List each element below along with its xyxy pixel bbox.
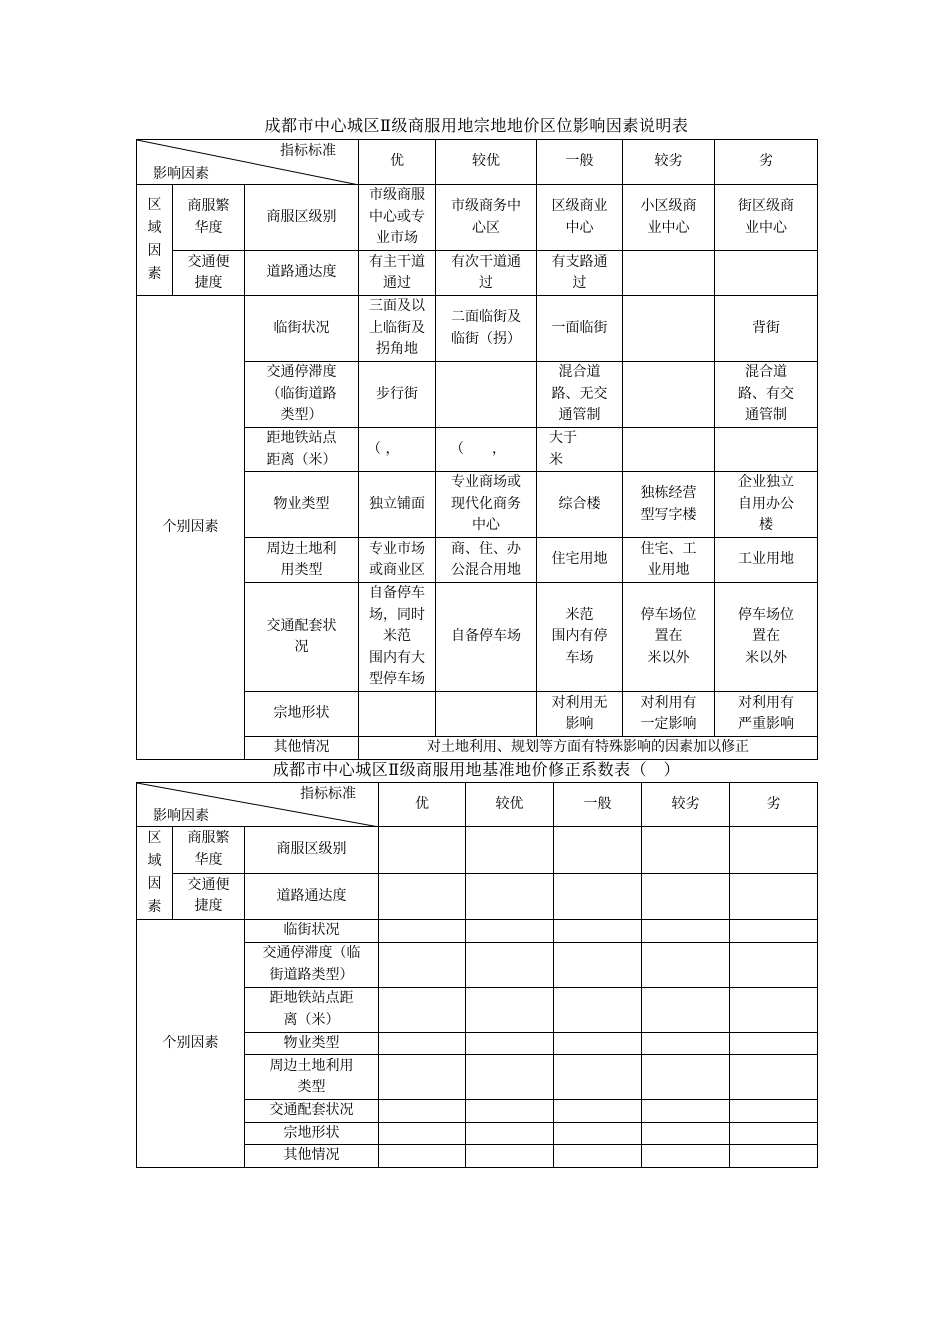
coefficient-cell[interactable] xyxy=(730,1032,818,1055)
table2-diagonal-header xyxy=(137,783,379,827)
grade-header: 较优 xyxy=(436,140,537,185)
table-cell: 三面及以 上临街及 拐角地 xyxy=(359,296,436,362)
factor-label: 交通配套状况 xyxy=(245,1100,379,1123)
factor-label: 交通停滞度 （临街道路 类型） xyxy=(245,362,359,428)
table-cell: 专业市场 或商业区 xyxy=(359,538,436,583)
coefficient-cell[interactable] xyxy=(642,1100,730,1123)
table-cell: （ ， xyxy=(359,428,436,472)
factor-label: 周边土地利 用类型 xyxy=(245,538,359,583)
factor-label: 周边土地利用 类型 xyxy=(245,1055,379,1100)
coefficient-cell[interactable] xyxy=(730,942,818,987)
coefficient-cell[interactable] xyxy=(466,1055,554,1100)
table-cell: 混合道 路、有交 通管制 xyxy=(715,362,818,428)
table-cell xyxy=(436,692,537,737)
coefficient-cell[interactable] xyxy=(466,827,554,874)
coefficient-cell[interactable] xyxy=(554,1032,642,1055)
table-cell: 综合楼 xyxy=(537,472,623,538)
table-cell: 对利用无 影响 xyxy=(537,692,623,737)
coefficient-cell[interactable] xyxy=(466,1100,554,1123)
table-cell: （ ， xyxy=(436,428,537,472)
table-cell: 有主干道 通过 xyxy=(359,251,436,296)
individual-factor-label: 个别因素 xyxy=(137,296,245,760)
coefficient-cell[interactable] xyxy=(642,1145,730,1168)
table-cell: 停车场位 置在 米以外 xyxy=(623,583,715,692)
table-cell: 街区级商 业中心 xyxy=(715,185,818,251)
benchmark-price-correction-coefficient-table xyxy=(136,782,818,1168)
grade-header: 较优 xyxy=(466,783,554,827)
coefficient-cell[interactable] xyxy=(379,827,466,874)
table-cell: 米范 围内有停 车场 xyxy=(537,583,623,692)
table-cell xyxy=(623,362,715,428)
indicator-standard-label: 指标标准 xyxy=(300,786,357,802)
coefficient-cell[interactable] xyxy=(466,920,554,943)
sub-factor-label: 交通便 捷度 xyxy=(173,251,245,296)
table-cell: 市级商服 中心或专 业市场 xyxy=(359,185,436,251)
coefficient-cell[interactable] xyxy=(554,987,642,1032)
grade-header: 优 xyxy=(359,140,436,185)
sub-factor-label: 交通便 捷度 xyxy=(173,873,245,920)
coefficient-cell[interactable] xyxy=(642,987,730,1032)
coefficient-cell[interactable] xyxy=(379,920,466,943)
factor-label: 物业类型 xyxy=(245,1032,379,1055)
coefficient-cell[interactable] xyxy=(730,873,818,920)
table-cell: 小区级商 业中心 xyxy=(623,185,715,251)
table-cell xyxy=(436,362,537,428)
coefficient-cell[interactable] xyxy=(554,1100,642,1123)
table-cell: 有次干道通 过 xyxy=(436,251,537,296)
factor-label: 宗地形状 xyxy=(245,1122,379,1145)
table-cell: 住宅用地 xyxy=(537,538,623,583)
coefficient-cell[interactable] xyxy=(554,1122,642,1145)
factor-label: 商服区级别 xyxy=(245,185,359,251)
table-cell: 住宅、工 业用地 xyxy=(623,538,715,583)
table-cell: 混合道 路、无交 通管制 xyxy=(537,362,623,428)
coefficient-cell[interactable] xyxy=(554,1145,642,1168)
coefficient-cell[interactable] xyxy=(379,1055,466,1100)
coefficient-cell[interactable] xyxy=(730,1145,818,1168)
table-cell: 对利用有 一定影响 xyxy=(623,692,715,737)
table-cell: 自备停车场 xyxy=(436,583,537,692)
factor-label: 交通配套状 况 xyxy=(245,583,359,692)
grade-header: 劣 xyxy=(730,783,818,827)
table-cell: 专业商场或 现代化商务 中心 xyxy=(436,472,537,538)
table-cell: 市级商务中 心区 xyxy=(436,185,537,251)
coefficient-cell[interactable] xyxy=(642,942,730,987)
coefficient-cell[interactable] xyxy=(379,1145,466,1168)
table-cell xyxy=(359,692,436,737)
factor-label: 距地铁站点距 离（米） xyxy=(245,987,379,1032)
coefficient-cell[interactable] xyxy=(730,920,818,943)
coefficient-cell[interactable] xyxy=(642,1032,730,1055)
table-cell: 自备停车 场，同时 米范 围内有大 型停车场 xyxy=(359,583,436,692)
location-factor-description-table xyxy=(136,139,818,760)
table-cell: 停车场位 置在 米以外 xyxy=(715,583,818,692)
coefficient-cell[interactable] xyxy=(642,1122,730,1145)
table-cell: 大于 米 xyxy=(537,428,623,472)
coefficient-cell[interactable] xyxy=(730,987,818,1032)
factor-label: 其他情况 xyxy=(245,737,359,760)
coefficient-cell[interactable] xyxy=(466,1122,554,1145)
coefficient-cell[interactable] xyxy=(379,987,466,1032)
table-cell: 商、住、办 公混合用地 xyxy=(436,538,537,583)
factor-label: 交通停滞度（临 街道路类型） xyxy=(245,942,379,987)
coefficient-cell[interactable] xyxy=(730,1122,818,1145)
table-cell xyxy=(623,428,715,472)
coefficient-cell[interactable] xyxy=(554,873,642,920)
coefficient-cell[interactable] xyxy=(642,827,730,874)
sub-factor-label: 商服繁 华度 xyxy=(173,827,245,874)
coefficient-cell[interactable] xyxy=(379,1100,466,1123)
coefficient-cell[interactable] xyxy=(466,873,554,920)
coefficient-cell[interactable] xyxy=(554,1055,642,1100)
other-factors-note: 对土地利用、规划等方面有特殊影响的因素加以修正 xyxy=(359,737,818,760)
coefficient-cell[interactable] xyxy=(379,1032,466,1055)
coefficient-cell[interactable] xyxy=(730,1055,818,1100)
coefficient-cell[interactable] xyxy=(554,920,642,943)
influence-factor-label: 影响因素 xyxy=(153,166,209,182)
grade-header: 优 xyxy=(379,783,466,827)
coefficient-cell[interactable] xyxy=(379,873,466,920)
table-cell: 独立铺面 xyxy=(359,472,436,538)
coefficient-cell[interactable] xyxy=(642,873,730,920)
table-cell: 独栋经营 型写字楼 xyxy=(623,472,715,538)
regional-factor-label: 区 域 因 素 xyxy=(137,827,173,920)
factor-label: 其他情况 xyxy=(245,1145,379,1168)
coefficient-cell[interactable] xyxy=(466,987,554,1032)
table-cell: 背街 xyxy=(715,296,818,362)
coefficient-cell[interactable] xyxy=(554,827,642,874)
factor-label: 物业类型 xyxy=(245,472,359,538)
sub-factor-label: 商服繁 华度 xyxy=(173,185,245,251)
individual-factor-label: 个别因素 xyxy=(137,920,245,1168)
table-cell: 二面临街及 临街（拐） xyxy=(436,296,537,362)
factor-label: 临街状况 xyxy=(245,920,379,943)
grade-header: 较劣 xyxy=(623,140,715,185)
table-cell: 企业独立 自用办公 楼 xyxy=(715,472,818,538)
grade-header: 一般 xyxy=(554,783,642,827)
coefficient-cell[interactable] xyxy=(642,920,730,943)
table1-title: 成都市中心城区Ⅱ级商服用地宗地地价区位影响因素说明表 xyxy=(264,116,689,135)
coefficient-cell[interactable] xyxy=(642,1055,730,1100)
table1-diagonal-header xyxy=(137,140,359,185)
factor-label: 道路通达度 xyxy=(245,251,359,296)
grade-header: 较劣 xyxy=(642,783,730,827)
regional-factor-label: 区 域 因 素 xyxy=(137,185,173,296)
factor-label: 商服区级别 xyxy=(245,827,379,874)
coefficient-cell[interactable] xyxy=(554,942,642,987)
coefficient-cell[interactable] xyxy=(466,1032,554,1055)
indicator-standard-label: 指标标准 xyxy=(280,143,337,159)
table-cell: 对利用有 严重影响 xyxy=(715,692,818,737)
factor-label: 临街状况 xyxy=(245,296,359,362)
table-cell xyxy=(715,251,818,296)
table-cell xyxy=(623,251,715,296)
table-cell: 区级商业 中心 xyxy=(537,185,623,251)
influence-factor-label: 影响因素 xyxy=(153,808,209,824)
factor-label: 宗地形状 xyxy=(245,692,359,737)
grade-header: 劣 xyxy=(715,140,818,185)
coefficient-cell[interactable] xyxy=(379,1122,466,1145)
table-cell: 一面临街 xyxy=(537,296,623,362)
factor-label: 距地铁站点 距离（米） xyxy=(245,428,359,472)
table-cell xyxy=(623,296,715,362)
table-cell: 有支路通 过 xyxy=(537,251,623,296)
factor-label: 道路通达度 xyxy=(245,873,379,920)
table2-title: 成都市中心城区Ⅱ级商服用地基准地价修正系数表（ ） xyxy=(272,760,681,779)
coefficient-cell[interactable] xyxy=(730,827,818,874)
coefficient-cell[interactable] xyxy=(466,942,554,987)
table-cell: 工业用地 xyxy=(715,538,818,583)
table-cell: 步行街 xyxy=(359,362,436,428)
grade-header: 一般 xyxy=(537,140,623,185)
coefficient-cell[interactable] xyxy=(466,1145,554,1168)
coefficient-cell[interactable] xyxy=(730,1100,818,1123)
coefficient-cell[interactable] xyxy=(379,942,466,987)
table-cell xyxy=(715,428,818,472)
